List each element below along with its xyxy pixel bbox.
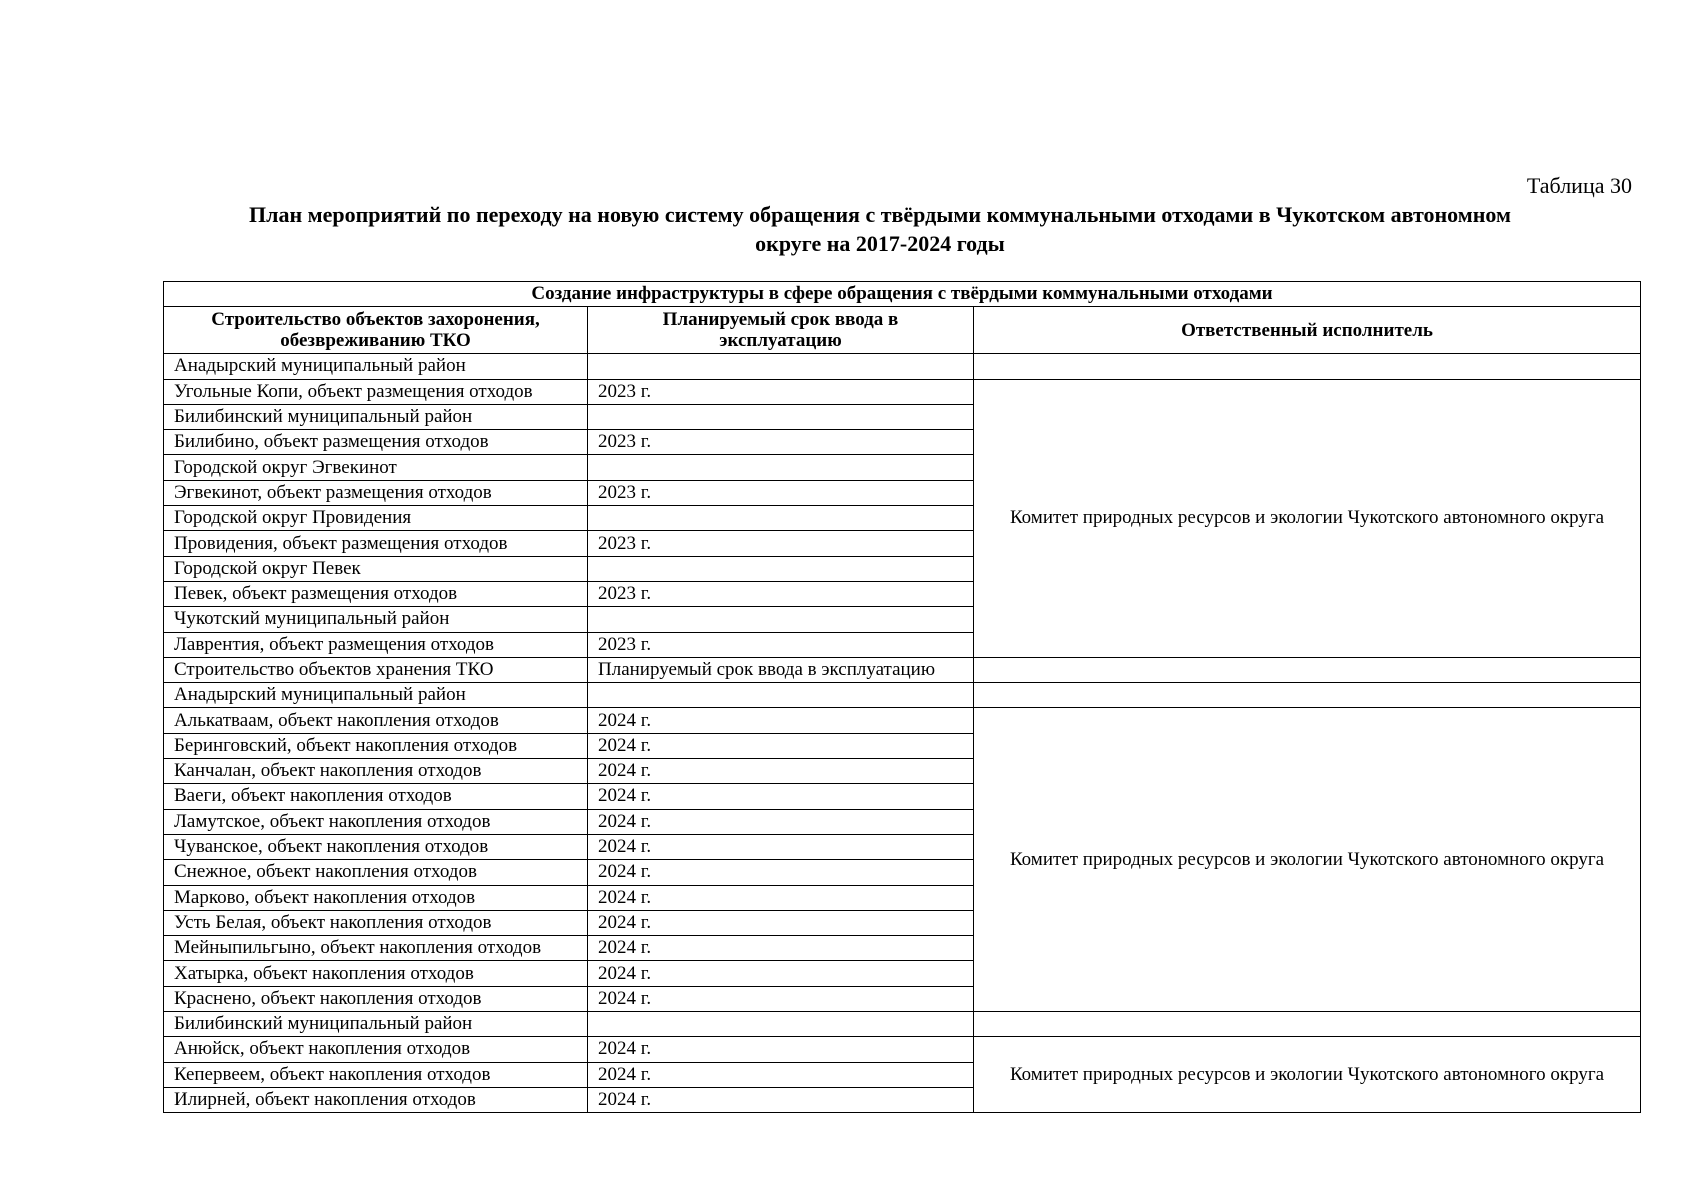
row-term: 2024 г.	[588, 784, 974, 809]
row-name: Хатырка, объект накопления отходов	[164, 961, 588, 986]
row-name: Строительство объектов хранения ТКО	[164, 657, 588, 682]
row-name: Чукотский муниципальный район	[164, 607, 588, 632]
row-name: Анадырский муниципальный район	[164, 354, 588, 379]
row-name: Чуванское, объект накопления отходов	[164, 834, 588, 859]
plan-table	[163, 281, 1641, 1113]
row-term	[588, 506, 974, 531]
row-term	[588, 404, 974, 429]
row-term: 2024 г.	[588, 834, 974, 859]
row-term: 2023 г.	[588, 531, 974, 556]
row-term: Планируемый срок ввода в эксплуатацию	[588, 657, 974, 682]
row-name: Алькатваам, объект накопления отходов	[164, 708, 588, 733]
table-row	[164, 354, 1641, 379]
row-name: Певек, объект размещения отходов	[164, 581, 588, 606]
row-term: 2024 г.	[588, 885, 974, 910]
table-row	[164, 657, 1641, 682]
table-row	[164, 379, 1641, 404]
executor-cell: Комитет природных ресурсов и экологии Чукотского автономного округа	[974, 1037, 1641, 1113]
row-term: 2024 г.	[588, 1062, 974, 1087]
row-term: 2024 г.	[588, 1037, 974, 1062]
row-executor	[974, 657, 1641, 682]
row-term: 2024 г.	[588, 986, 974, 1011]
row-term	[588, 354, 974, 379]
row-name: Снежное, объект накопления отходов	[164, 860, 588, 885]
row-term: 2023 г.	[588, 379, 974, 404]
row-name: Анадырский муниципальный район	[164, 683, 588, 708]
row-term: 2024 г.	[588, 809, 974, 834]
row-term: 2024 г.	[588, 910, 974, 935]
row-name: Кепервеем, объект накопления отходов	[164, 1062, 588, 1087]
row-term: 2024 г.	[588, 961, 974, 986]
row-name: Мейныпильгыно, объект накопления отходов	[164, 936, 588, 961]
row-name: Угольные Копи, объект размещения отходов	[164, 379, 588, 404]
section-header-row	[164, 282, 1641, 307]
executor-cell: Комитет природных ресурсов и экологии Чукотского автономного округа	[974, 379, 1641, 657]
row-executor	[974, 1012, 1641, 1037]
row-executor	[974, 354, 1641, 379]
row-name: Городской округ Эгвекинот	[164, 455, 588, 480]
row-name: Краснено, объект накопления отходов	[164, 986, 588, 1011]
section-title: Создание инфраструктуры в сфере обращения с твёрдыми коммунальными отходами	[164, 282, 1641, 307]
row-term: 2024 г.	[588, 759, 974, 784]
executor-cell: Комитет природных ресурсов и экологии Чукотского автономного округа	[974, 708, 1641, 1012]
row-term	[588, 683, 974, 708]
row-term	[588, 556, 974, 581]
column-header-row	[164, 307, 1641, 354]
row-term: 2024 г.	[588, 1087, 974, 1112]
row-name: Провидения, объект размещения отходов	[164, 531, 588, 556]
row-name: Эгвекинот, объект размещения отходов	[164, 480, 588, 505]
row-name: Ламутское, объект накопления отходов	[164, 809, 588, 834]
row-name: Канчалан, объект накопления отходов	[164, 759, 588, 784]
row-term: 2024 г.	[588, 936, 974, 961]
row-term: 2023 г.	[588, 632, 974, 657]
table-row	[164, 683, 1641, 708]
row-term: 2024 г.	[588, 708, 974, 733]
row-name: Марково, объект накопления отходов	[164, 885, 588, 910]
column-header-objects: Строительство объектов захоронения, обезвреживанию ТКО	[164, 307, 588, 354]
row-term: 2023 г.	[588, 430, 974, 455]
row-name: Городской округ Провидения	[164, 506, 588, 531]
row-name: Илирней, объект накопления отходов	[164, 1087, 588, 1112]
column-header-executor: Ответственный исполнитель	[974, 307, 1641, 354]
row-name: Анюйск, объект накопления отходов	[164, 1037, 588, 1062]
row-name: Ваеги, объект накопления отходов	[164, 784, 588, 809]
row-term	[588, 455, 974, 480]
row-name: Билибинский муниципальный район	[164, 404, 588, 429]
row-name: Городской округ Певек	[164, 556, 588, 581]
row-term	[588, 607, 974, 632]
row-name: Билибино, объект размещения отходов	[164, 430, 588, 455]
row-term: 2023 г.	[588, 480, 974, 505]
table-row	[164, 708, 1641, 733]
row-executor	[974, 683, 1641, 708]
row-name: Билибинский муниципальный район	[164, 1012, 588, 1037]
row-name: Усть Белая, объект накопления отходов	[164, 910, 588, 935]
column-header-term: Планируемый срок ввода в эксплуатацию	[588, 307, 974, 354]
row-term	[588, 1012, 974, 1037]
document-title	[150, 200, 1610, 258]
document-title-line2: округе на 2017-2024 годы	[755, 231, 1005, 256]
table-number: Таблица 30	[1526, 173, 1632, 198]
row-term: 2024 г.	[588, 733, 974, 758]
row-name: Лаврентия, объект размещения отходов	[164, 632, 588, 657]
table-row	[164, 1037, 1641, 1062]
document-title-line1: План мероприятий по переходу на новую систему обращения с твёрдыми коммунальными отходами в Чукотском автономном	[249, 202, 1511, 227]
row-term: 2023 г.	[588, 581, 974, 606]
row-term: 2024 г.	[588, 860, 974, 885]
row-name: Беринговский, объект накопления отходов	[164, 733, 588, 758]
table-row	[164, 1012, 1641, 1037]
